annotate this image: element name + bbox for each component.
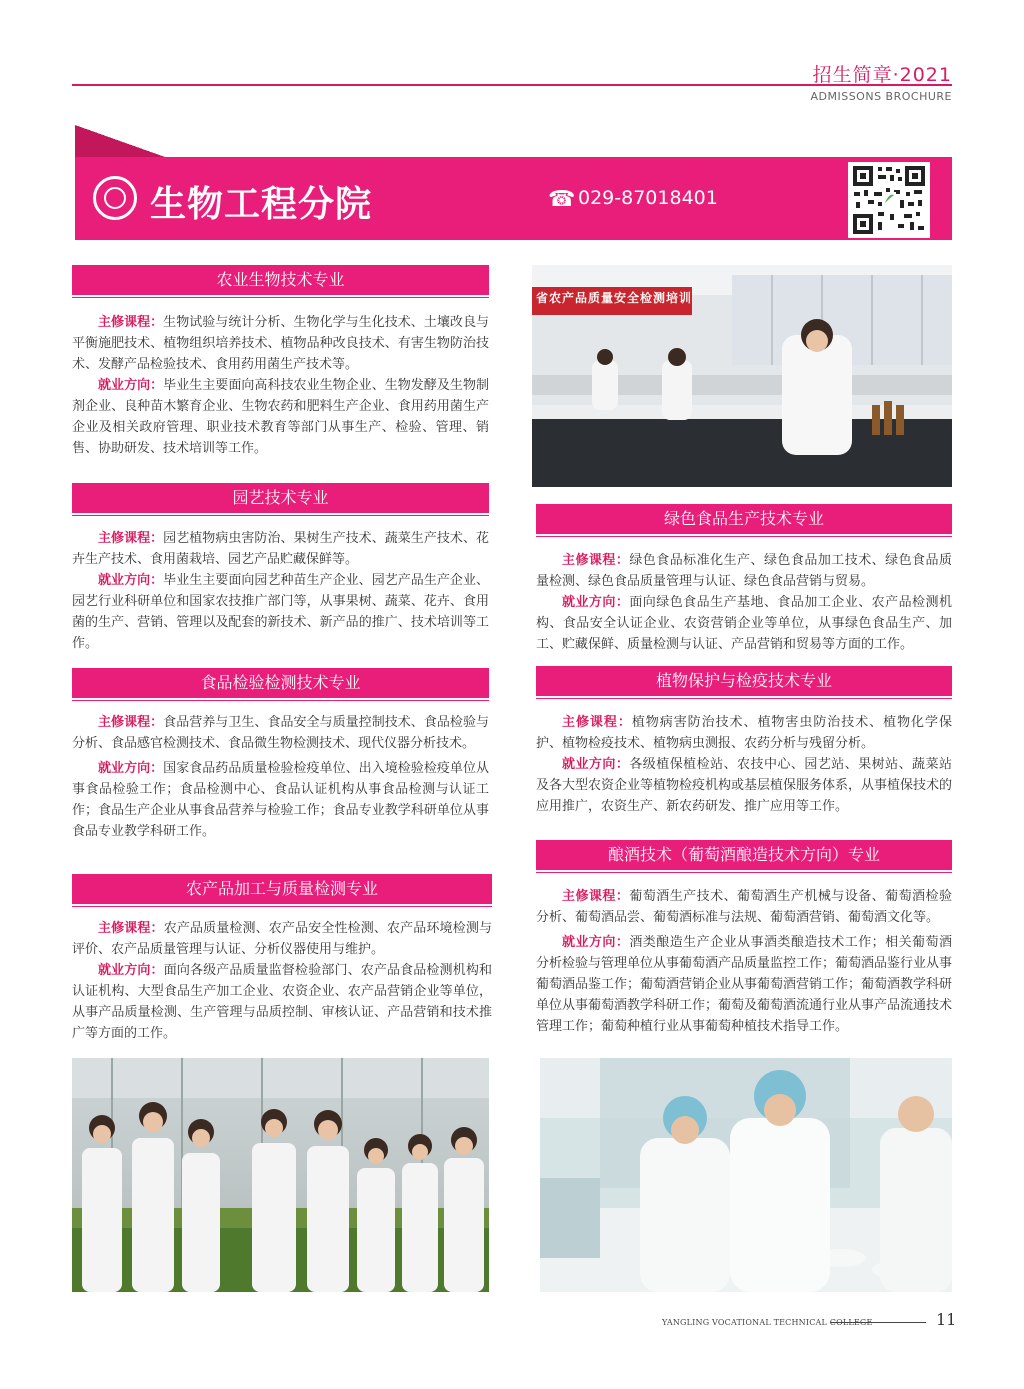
major-winemaking-body (536, 886, 952, 1037)
careers-label: 就业方向： (562, 935, 630, 950)
courses-label: 主修课程： (98, 715, 164, 730)
brochure-subtitle: ADMISSONS BROCHURE (810, 90, 952, 103)
section-underline (72, 700, 489, 701)
section-underline (72, 906, 492, 907)
banner-corner (75, 125, 165, 157)
careers-label: 就业方向： (98, 573, 164, 588)
photo-lab-workers (540, 1058, 952, 1292)
courses-text: 园艺植物病虫害防治、果树生产技术、蔬菜生产技术、花卉生产技术、食用菌栽培、园艺产品贮藏保鲜等。 (72, 531, 489, 567)
careers-label: 就业方向： (562, 595, 630, 610)
courses-label: 主修课程： (562, 715, 632, 730)
lab-banner-text: 省农产品质量安全检测培训 (536, 291, 693, 305)
courses-label: 主修课程： (98, 531, 164, 546)
photo-lab-workers-graphic (540, 1058, 952, 1292)
careers-text: 毕业生主要面向园艺种苗生产企业、园艺产品生产企业、园艺行业科研单位和国家农技推广部门等，从事果树、蔬菜、花卉、食用菌的生产、营销、管理以及配套的新技术、新产品的推广、技术培训等工作。 (72, 573, 489, 651)
section-underline (536, 872, 952, 873)
careers-text: 面向各级产品质量监督检验部门、农产品食品检测机构和认证机构、大型食品生产加工企业、农资企业、农产品营销企业等单位，从事产品质量检测、生产管理与品质控制、审核认证、产品营销和技术推广等方面的工作。 (72, 963, 492, 1041)
careers-label: 就业方向： (98, 761, 164, 776)
section-header-winemaking: 酿酒技术（葡萄酒酿造技术方向）专业 (536, 840, 952, 870)
qr-code-icon (848, 162, 930, 238)
careers-text: 面向绿色食品生产基地、食品加工企业、农产品检测机构、食品安全认证企业、农资营销企业等单位，从事绿色食品生产、加工、贮藏保鲜、质量检测与认证、产品营销和贸易等方面的工作。 (536, 595, 952, 652)
courses-text: 农产品质量检测、农产品安全性检测、农产品环境检测与评价、农产品质量管理与认证、分析仪器使用与维护。 (72, 921, 492, 957)
department-name: 生物工程分院 (150, 184, 373, 225)
phone-icon: ☎ (548, 187, 576, 212)
footer-college-name: YANGLING VOCATIONAL TECHNICAL COLLEGE (662, 1318, 873, 1327)
courses-label: 主修课程： (562, 553, 630, 568)
major-agri-biotech-body (72, 312, 489, 459)
careers-text: 国家食品药品质量检验检疫单位、出入境检验检疫单位从事食品检验工作；食品检测中心、食品认证机构从事食品检测与认证工作；食品生产企业从事食品营养与检验工作；食品专业教学科研单位从事食品专业教学科研工作。 (72, 761, 489, 839)
careers-label: 就业方向： (562, 757, 630, 772)
section-underline (536, 536, 952, 537)
brochure-title: 招生简章·2021 (812, 64, 952, 86)
section-header-plant-protection: 植物保护与检疫技术专业 (536, 666, 952, 696)
courses-label: 主修课程： (98, 315, 164, 330)
section-header-agri-processing: 农产品加工与质量检测专业 (72, 874, 492, 904)
major-plant-protection-body (536, 712, 952, 817)
courses-label: 主修课程： (562, 889, 630, 904)
section-underline (72, 297, 489, 298)
courses-text: 食品营养与卫生、食品安全与质量控制技术、食品检验与分析、食品感官检测技术、食品微生物检测技术、现代仪器分析技术。 (72, 715, 489, 751)
top-rule (72, 84, 952, 86)
courses-text: 葡萄酒生产技术、葡萄酒生产机械与设备、葡萄酒检验分析、葡萄酒品尝、葡萄酒标准与法规、葡萄酒营销、葡萄酒文化等。 (536, 889, 952, 925)
photo-field-students (72, 1058, 489, 1292)
major-food-testing-body (72, 712, 489, 842)
careers-text: 酒类酿造生产企业从事酒类酿造技术工作；相关葡萄酒分析检验与管理单位从事葡萄酒产品质量监控工作；葡萄酒品鉴行业从事葡萄酒品鉴工作；葡萄酒营销企业从事葡萄酒营销工作；葡萄酒教学科研单位从事葡萄酒教学科研工作；葡萄及葡萄酒流通行业从事产品流通技术管理工作；葡萄种植行业从事葡萄种植技术指导工作。 (536, 935, 953, 1034)
college-logo-inner (104, 187, 126, 209)
courses-text: 绿色食品标准化生产、绿色食品加工技术、绿色食品质量检测、绿色食品质量管理与认证、绿色食品营销与贸易。 (536, 553, 952, 589)
courses-text: 生物试验与统计分析、生物化学与生化技术、土壤改良与平衡施肥技术、植物组织培养技术、植物品种改良技术、有害生物防治技术、发酵产品检验技术、食用药用菌生产技术等。 (72, 315, 489, 372)
section-underline (536, 698, 952, 699)
major-green-food-body (536, 550, 952, 655)
photo-lab-training (532, 265, 952, 487)
footer-rule (830, 1322, 926, 1323)
section-header-agri-biotech: 农业生物技术专业 (72, 265, 489, 295)
careers-label: 就业方向： (98, 963, 164, 978)
courses-text: 植物病害防治技术、植物害虫防治技术、植物化学保护、植物检疫技术、植物病虫测报、农药分析与残留分析。 (536, 715, 952, 751)
qr-code-graphic (848, 162, 930, 238)
section-header-horticulture: 园艺技术专业 (72, 483, 489, 513)
careers-text: 毕业生主要面向高科技农业生物企业、生物发酵及生物制剂企业、良种苗木繁育企业、生物农药和肥料生产企业、食用药用菌生产企业及相关政府管理、职业技术教育等部门从事生产、检验、管理、销售、协助研发、技术培训等工作。 (72, 378, 489, 456)
major-horticulture-body (72, 528, 489, 654)
careers-text: 各级植保植检站、农技中心、园艺站、果树站、蔬菜站及各大型农资企业等植物检疫机构或基层植保服务体系，从事植保技术的应用推广，农资生产、新农药研发、推广应用等工作。 (536, 757, 953, 814)
major-agri-processing-body (72, 918, 492, 1044)
courses-label: 主修课程： (98, 921, 164, 936)
phone-number: 029-87018401 (578, 187, 718, 209)
page-number: 11 (936, 1310, 957, 1329)
section-header-food-testing: 食品检验检测技术专业 (72, 668, 489, 698)
careers-label: 就业方向： (98, 378, 164, 393)
photo-field-graphic (72, 1058, 489, 1292)
section-underline (72, 515, 489, 516)
section-header-green-food: 绿色食品生产技术专业 (536, 504, 952, 534)
